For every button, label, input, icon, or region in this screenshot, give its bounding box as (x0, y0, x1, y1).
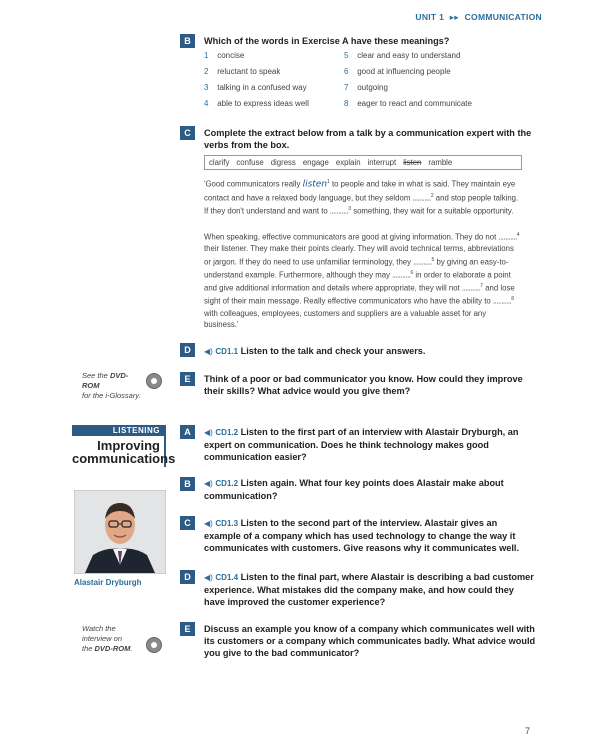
cd-track: CD1.3 (215, 519, 239, 528)
running-header (415, 12, 542, 23)
watch-dvd-note: Watch the interview on the DVD-ROM. (82, 624, 133, 653)
box-word: engage (302, 158, 329, 167)
list-item: 8 eager to react and communicate (344, 99, 472, 108)
unit-label: UNIT 1 (415, 12, 445, 22)
gap: ........... (498, 232, 517, 242)
exercise-e-letter: E (180, 372, 195, 386)
gap: ........... (412, 193, 431, 203)
gap: ........... (413, 257, 432, 267)
cd-track: CD1.2 (215, 479, 239, 488)
box-word: confuse (236, 158, 264, 167)
listening-a-letter: A (180, 425, 195, 439)
exercise-d-question: ◀) CD1.1 Listen to the talk and check your answers. (204, 346, 426, 356)
listening-a-question: ◀) CD1.2 Listen to the first part of an interview with Alastair Dryburgh, an expert on communication. Does he think technology makes good communication easier? (204, 427, 519, 462)
speaker-icon: ◀) (204, 347, 213, 356)
dvd-note: See the DVD-ROM for the i-Glossary. (82, 371, 141, 400)
box-word: interrupt (367, 158, 397, 167)
page-number: 7 (524, 726, 530, 736)
listening-d-question: ◀) CD1.4 Listen to the final part, where Alastair is describing a bad customer experience. What mistakes did the company make, and how could they have improved the customer experience? (204, 572, 534, 607)
speaker-icon: ◀) (204, 428, 213, 437)
speaker-icon: ◀) (204, 479, 213, 488)
meanings-list-left (204, 48, 309, 112)
listening-b-question: ◀) CD1.2 Listen again. What four key points does Alastair make about communication? (204, 478, 504, 501)
dvd-icon (146, 637, 162, 653)
list-item: 6 good at influencing people (344, 67, 451, 76)
double-arrow-icon: ▸▸ (449, 12, 459, 22)
word-box (204, 155, 522, 170)
list-item: 7 outgoing (344, 83, 388, 92)
exercise-e-question: Think of a poor or bad communicator you know. How could they improve their skills? What advice would you give them? (204, 374, 523, 396)
listening-e-question: Discuss an example you know of a company which communicates well with its customers or a company which communicates badly. What advice would you give to the bad communicator? (204, 624, 536, 658)
list-item: 4 able to express ideas well (204, 99, 309, 108)
dvd-icon (146, 373, 162, 389)
list-item: 5 clear and easy to understand (344, 51, 461, 60)
meanings-list-right (344, 48, 472, 112)
cd-track: CD1.1 (215, 347, 239, 356)
handwritten-answer: listen (302, 179, 328, 190)
list-item: 1 concise (204, 51, 245, 60)
cd-track: CD1.4 (215, 573, 239, 582)
exercise-c-letter: C (180, 126, 195, 140)
speaker-icon: ◀) (204, 573, 213, 582)
listening-d-letter: D (180, 570, 195, 584)
speaker-icon: ◀) (204, 519, 213, 528)
listening-c-letter: C (180, 516, 195, 530)
listening-c-question: ◀) CD1.3 Listen to the second part of the interview. Alastair gives an example of a company which has used technology to change the way it communicates with customers. Give reasons why it communicates well. (204, 518, 520, 553)
section-label: COMMUNICATION (464, 12, 542, 22)
listening-b-letter: B (180, 477, 195, 491)
box-word: explain (335, 158, 361, 167)
gap: ........... (492, 296, 512, 306)
exercise-d-letter: D (180, 343, 195, 357)
box-word: digress (270, 158, 296, 167)
extract-paragraph-1: 'Good communicators really listen$^1$ to people and take in what is said. They maintain eye contact and have a relaxed body language, but they seldom ...........$^2$ and stop people talking. If they don't understand and want to ...........$^3$ something, they wait for a suitable opportunity. (204, 179, 519, 216)
box-word: ramble (428, 158, 453, 167)
gap: ........... (392, 270, 411, 280)
alastair-dryburgh-photo (74, 490, 166, 574)
listening-heading (72, 425, 176, 467)
list-item: 2 reluctant to speak (204, 67, 281, 76)
listening-label: LISTENING (72, 425, 164, 436)
exercise-c-question: Complete the extract below from a talk by a communication expert with the verbs from the box. (204, 128, 532, 150)
extract-paragraph-2: When speaking, effective communicators are good at giving information. They do not ...........$^4$ their listener. They make their points clearly. They will avoid technical terms, abbreviations or jargon. If they do need to use unfamiliar terminology, they ...........$^5$ by giving an easy-to-understand example. Furthermore, although they may ...........$^6$ in order to elaborate a point and give additional information and details where appropriate, they will not ...........$^7$ and lose sight of their main message. Really effective communicators who have the ability to ...........$^8$ with colleagues, employees, customers and suppliers are a valuable asset for any business.' (204, 232, 520, 330)
box-word-struck: listen (403, 158, 422, 167)
listening-e-letter: E (180, 622, 195, 636)
box-word: clarify (209, 158, 230, 167)
photo-caption: Alastair Dryburgh (74, 578, 142, 587)
gap: ........... (461, 283, 481, 293)
gap: ........... (329, 206, 349, 216)
section-title: Improving communications (72, 438, 176, 466)
cd-track: CD1.2 (215, 428, 239, 437)
list-item: 3 talking in a confused way (204, 83, 307, 92)
exercise-b-letter: B (180, 34, 195, 48)
exercise-b-question: Which of the words in Exercise A have these meanings? (204, 36, 450, 46)
